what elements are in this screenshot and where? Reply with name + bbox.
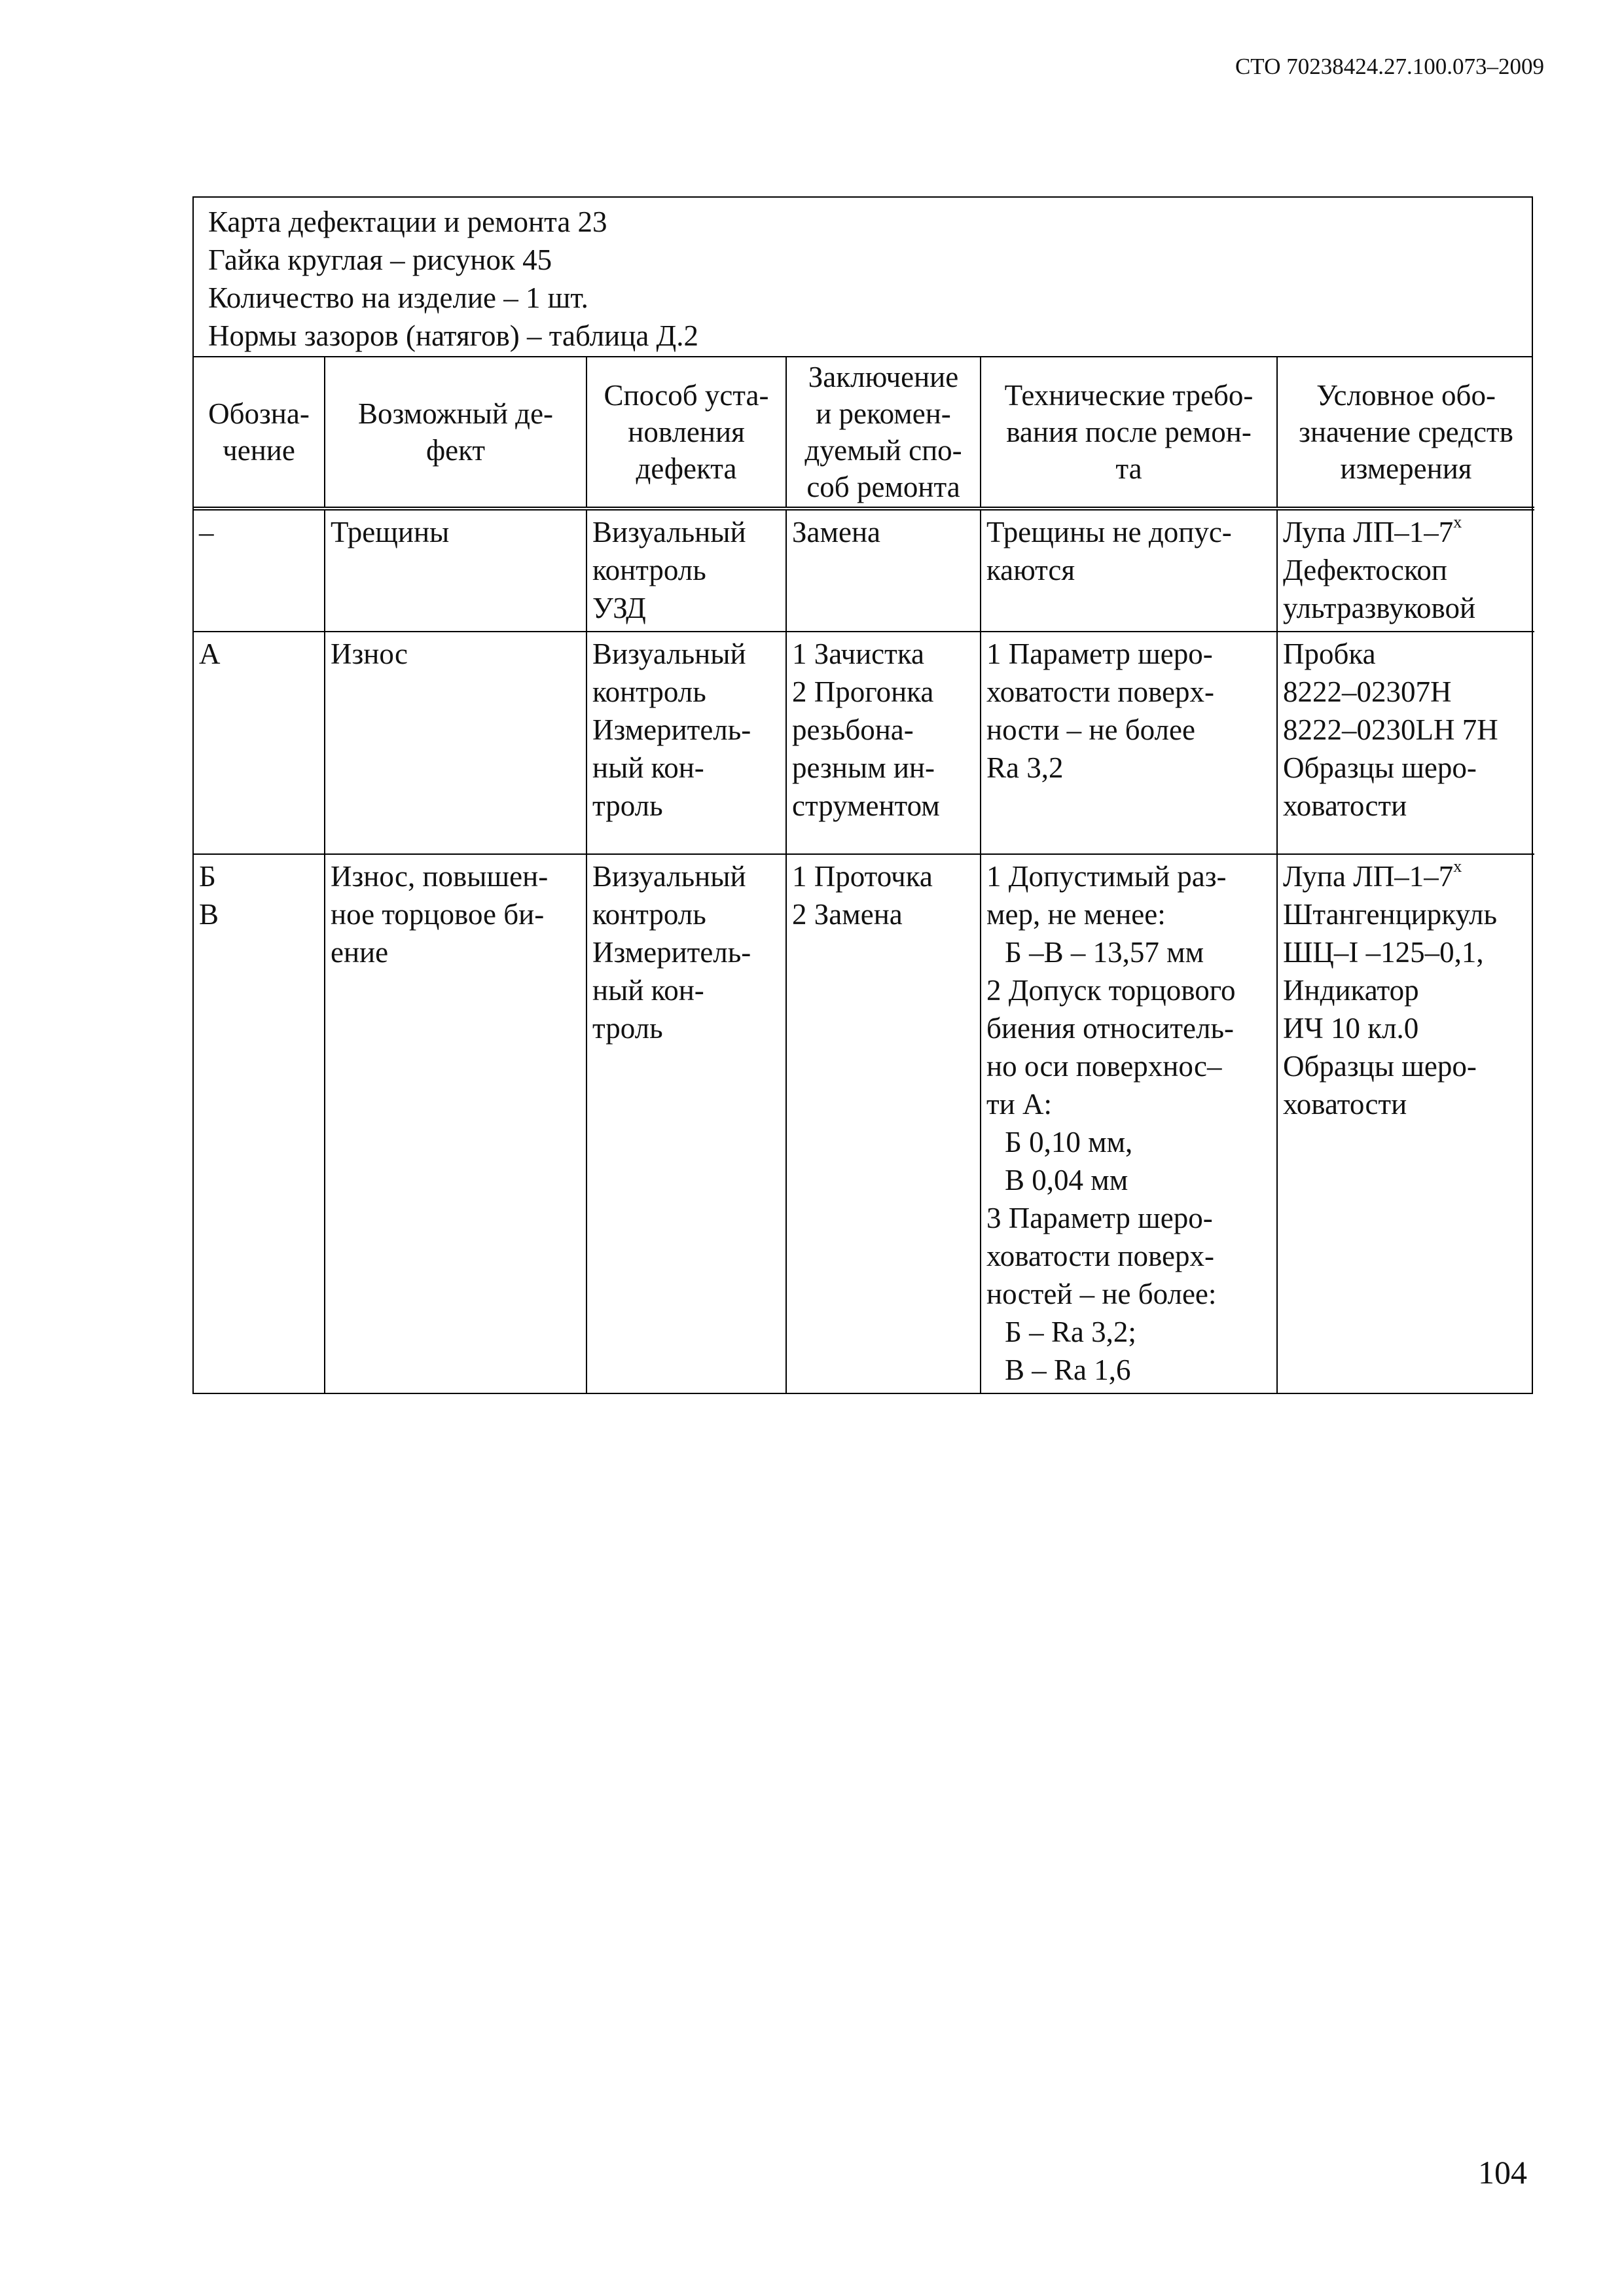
document-code: СТО 70238424.27.100.073–2009 <box>1235 54 1544 79</box>
cell-text: ховатости поверх- <box>986 675 1214 708</box>
cell-defect <box>325 632 586 854</box>
cell-text: ховатости <box>1283 1088 1407 1121</box>
cell-text: резьбона- <box>792 713 914 746</box>
cell-line <box>1283 1047 1529 1085</box>
cell-text: каются <box>986 554 1075 586</box>
cell-line <box>792 673 975 711</box>
cell-text: ховатости поверх- <box>986 1240 1214 1272</box>
cell-text: 2 Допуск торцового <box>986 974 1236 1007</box>
cell-line <box>986 1047 1271 1085</box>
col-conclusion-header: Заключение и рекомен- дуемый спо- соб ремонта <box>786 357 981 509</box>
cell-text: Индикатор <box>1283 974 1419 1007</box>
cell-line <box>592 971 780 1009</box>
cell-text: Лупа ЛП–1–7 <box>1283 860 1454 893</box>
cell-line <box>331 895 581 933</box>
cell-line <box>1283 971 1529 1009</box>
cell-line <box>592 857 780 895</box>
cell-defect <box>325 509 586 632</box>
cell-text: ности – не более <box>986 713 1195 746</box>
cell-text: контроль <box>592 675 706 708</box>
cell-text: 2 Замена <box>792 898 903 931</box>
cell-line <box>986 1161 1271 1199</box>
table-row <box>194 509 1534 632</box>
cell-text: Трещины <box>331 516 450 548</box>
cell-line <box>592 513 780 551</box>
cell-line <box>1283 787 1529 825</box>
cell-measuring-tools <box>1277 509 1534 632</box>
cell-line <box>986 1275 1271 1313</box>
cell-technical-requirements <box>981 509 1277 632</box>
defect-repair-card <box>192 196 1533 1394</box>
cell-text: Штангенциркуль <box>1283 898 1497 931</box>
cell-line <box>1283 589 1529 627</box>
cell-text: мер, не менее: <box>986 898 1166 931</box>
cell-text: В – Ra 1,6 <box>1005 1354 1131 1386</box>
cell-line <box>199 513 319 551</box>
superscript: х <box>1453 512 1462 531</box>
cell-line <box>792 711 975 749</box>
cell-text: В 0,04 мм <box>1005 1164 1128 1196</box>
cell-text: – <box>199 516 214 548</box>
cell-line <box>592 1009 780 1047</box>
cell-text: контроль <box>592 554 706 586</box>
col-measurement-header: Условное обо- значение средств измерения <box>1277 357 1534 509</box>
col-designation-header: Обозна- чение <box>194 357 325 509</box>
cell-detection-method <box>586 509 786 632</box>
cell-line <box>986 1085 1271 1123</box>
defects-table <box>194 357 1534 1393</box>
cell-text: контроль <box>592 898 706 931</box>
cell-text: Лупа ЛП–1–7 <box>1283 516 1454 548</box>
cell-text: Пробка <box>1283 637 1376 670</box>
cell-text: 1 Проточка <box>792 860 933 893</box>
cell-text: Визуальный <box>592 637 746 670</box>
cell-line <box>331 513 581 551</box>
cell-line <box>986 711 1271 749</box>
table-row <box>194 854 1534 1393</box>
cell-text: Трещины не допус- <box>986 516 1232 548</box>
cell-text: 8222–02307H <box>1283 675 1452 708</box>
cell-text: В <box>199 898 219 931</box>
cell-line <box>986 673 1271 711</box>
cell-line <box>199 857 319 895</box>
cell-line <box>1283 635 1529 673</box>
cell-line <box>1283 673 1529 711</box>
cell-line <box>986 635 1271 673</box>
cell-text: 8222–0230LH 7H <box>1283 713 1498 746</box>
cell-repair-method <box>786 854 981 1393</box>
cell-line <box>792 857 975 895</box>
cell-line <box>986 1009 1271 1047</box>
cell-line <box>986 513 1271 551</box>
cell-line <box>986 749 1271 787</box>
cell-line <box>592 787 780 825</box>
cell-line <box>986 1313 1271 1351</box>
cell-text: Б – Ra 3,2; <box>1005 1316 1136 1348</box>
table-row <box>194 632 1534 854</box>
cell-line <box>792 895 975 933</box>
cell-text: Дефектоскоп <box>1283 554 1447 586</box>
cell-line <box>986 971 1271 1009</box>
cell-text: ИЧ 10 кл.0 <box>1283 1012 1419 1045</box>
cell-line <box>986 1351 1271 1389</box>
superscript: х <box>1453 857 1462 876</box>
cell-text: Б <box>199 860 216 893</box>
cell-line <box>199 635 319 673</box>
cell-text: Измеритель- <box>592 936 751 969</box>
cell-line <box>1283 895 1529 933</box>
cell-line <box>986 1237 1271 1275</box>
cell-text: ультразвуковой <box>1283 592 1476 624</box>
cell-text: Измеритель- <box>592 713 751 746</box>
cell-text: УЗД <box>592 592 646 624</box>
cell-line <box>792 513 975 551</box>
cell-line <box>1283 1009 1529 1047</box>
cell-text: ный кон- <box>592 974 704 1007</box>
quantity-per-product: Количество на изделие – 1 шт. <box>208 281 588 314</box>
cell-line <box>792 787 975 825</box>
cell-text: резным ин- <box>792 751 935 784</box>
cell-text: 2 Прогонка <box>792 675 934 708</box>
cell-line <box>986 1199 1271 1237</box>
cell-detection-method <box>586 632 786 854</box>
cell-text: ностей – не более: <box>986 1278 1217 1310</box>
cell-repair-method <box>786 509 981 632</box>
cell-line <box>1283 513 1529 551</box>
table-body <box>194 509 1534 1393</box>
cell-line <box>592 589 780 627</box>
cell-line <box>592 895 780 933</box>
cell-line <box>792 635 975 673</box>
cell-line <box>986 933 1271 971</box>
cell-text: ти А: <box>986 1088 1052 1121</box>
cell-designation <box>194 632 325 854</box>
cell-text: ный кон- <box>592 751 704 784</box>
cell-line <box>986 895 1271 933</box>
cell-designation <box>194 854 325 1393</box>
table-header-row <box>194 357 1534 509</box>
cell-text: Износ <box>331 637 408 670</box>
cell-line <box>331 933 581 971</box>
cell-line <box>986 857 1271 895</box>
cell-line <box>592 635 780 673</box>
col-defect-header: Возможный де- фект <box>325 357 586 509</box>
cell-line <box>1283 749 1529 787</box>
cell-text: 3 Параметр шеро- <box>986 1202 1213 1234</box>
cell-text: но оси поверхнос– <box>986 1050 1222 1083</box>
cell-line <box>331 857 581 895</box>
cell-text: Визуальный <box>592 860 746 893</box>
clearance-norms: Нормы зазоров (натягов) – таблица Д.2 <box>208 319 699 352</box>
cell-text: струментом <box>792 789 940 822</box>
cell-measuring-tools <box>1277 632 1534 854</box>
cell-text: 1 Параметр шеро- <box>986 637 1213 670</box>
cell-text: ение <box>331 936 389 969</box>
card-title: Карта дефектации и ремонта 23 <box>208 206 607 238</box>
cell-line <box>592 933 780 971</box>
col-detection-header: Способ уста- новления дефекта <box>586 357 786 509</box>
cell-line <box>1283 857 1529 895</box>
cell-text: троль <box>592 789 663 822</box>
cell-text: Образцы шеро- <box>1283 1050 1477 1083</box>
col-requirements-header: Технические требо- вания после ремон- та <box>981 357 1277 509</box>
cell-line <box>1283 1085 1529 1123</box>
cell-line <box>1283 933 1529 971</box>
cell-text: Износ, повышен- <box>331 860 549 893</box>
cell-text: троль <box>592 1012 663 1045</box>
cell-text: Образцы шеро- <box>1283 751 1477 784</box>
cell-line <box>1283 551 1529 589</box>
page-number: 104 <box>1478 2154 1527 2191</box>
cell-line <box>792 749 975 787</box>
cell-text: 1 Допустимый раз- <box>986 860 1227 893</box>
cell-text: Замена <box>792 516 881 548</box>
cell-text: биения относитель- <box>986 1012 1234 1045</box>
cell-text: Ra 3,2 <box>986 751 1064 784</box>
cell-line <box>592 673 780 711</box>
cell-line <box>199 895 319 933</box>
cell-line <box>592 749 780 787</box>
cell-text: Б 0,10 мм, <box>1005 1126 1133 1158</box>
cell-text: 1 Зачистка <box>792 637 924 670</box>
card-header <box>194 198 1532 357</box>
part-name: Гайка круглая – рисунок 45 <box>208 243 552 276</box>
cell-line <box>331 635 581 673</box>
cell-designation <box>194 509 325 632</box>
cell-line <box>592 551 780 589</box>
cell-line <box>986 551 1271 589</box>
cell-technical-requirements <box>981 632 1277 854</box>
cell-text: ховатости <box>1283 789 1407 822</box>
cell-line <box>1283 711 1529 749</box>
cell-measuring-tools <box>1277 854 1534 1393</box>
cell-text: А <box>199 637 221 670</box>
cell-line <box>592 711 780 749</box>
cell-text: ное торцовое би- <box>331 898 545 931</box>
cell-technical-requirements <box>981 854 1277 1393</box>
cell-defect <box>325 854 586 1393</box>
cell-text: ШЦ–I –125–0,1, <box>1283 936 1484 969</box>
cell-text: Б –В – 13,57 мм <box>1005 936 1204 969</box>
cell-line <box>986 1123 1271 1161</box>
cell-text: Визуальный <box>592 516 746 548</box>
cell-detection-method <box>586 854 786 1393</box>
cell-repair-method <box>786 632 981 854</box>
